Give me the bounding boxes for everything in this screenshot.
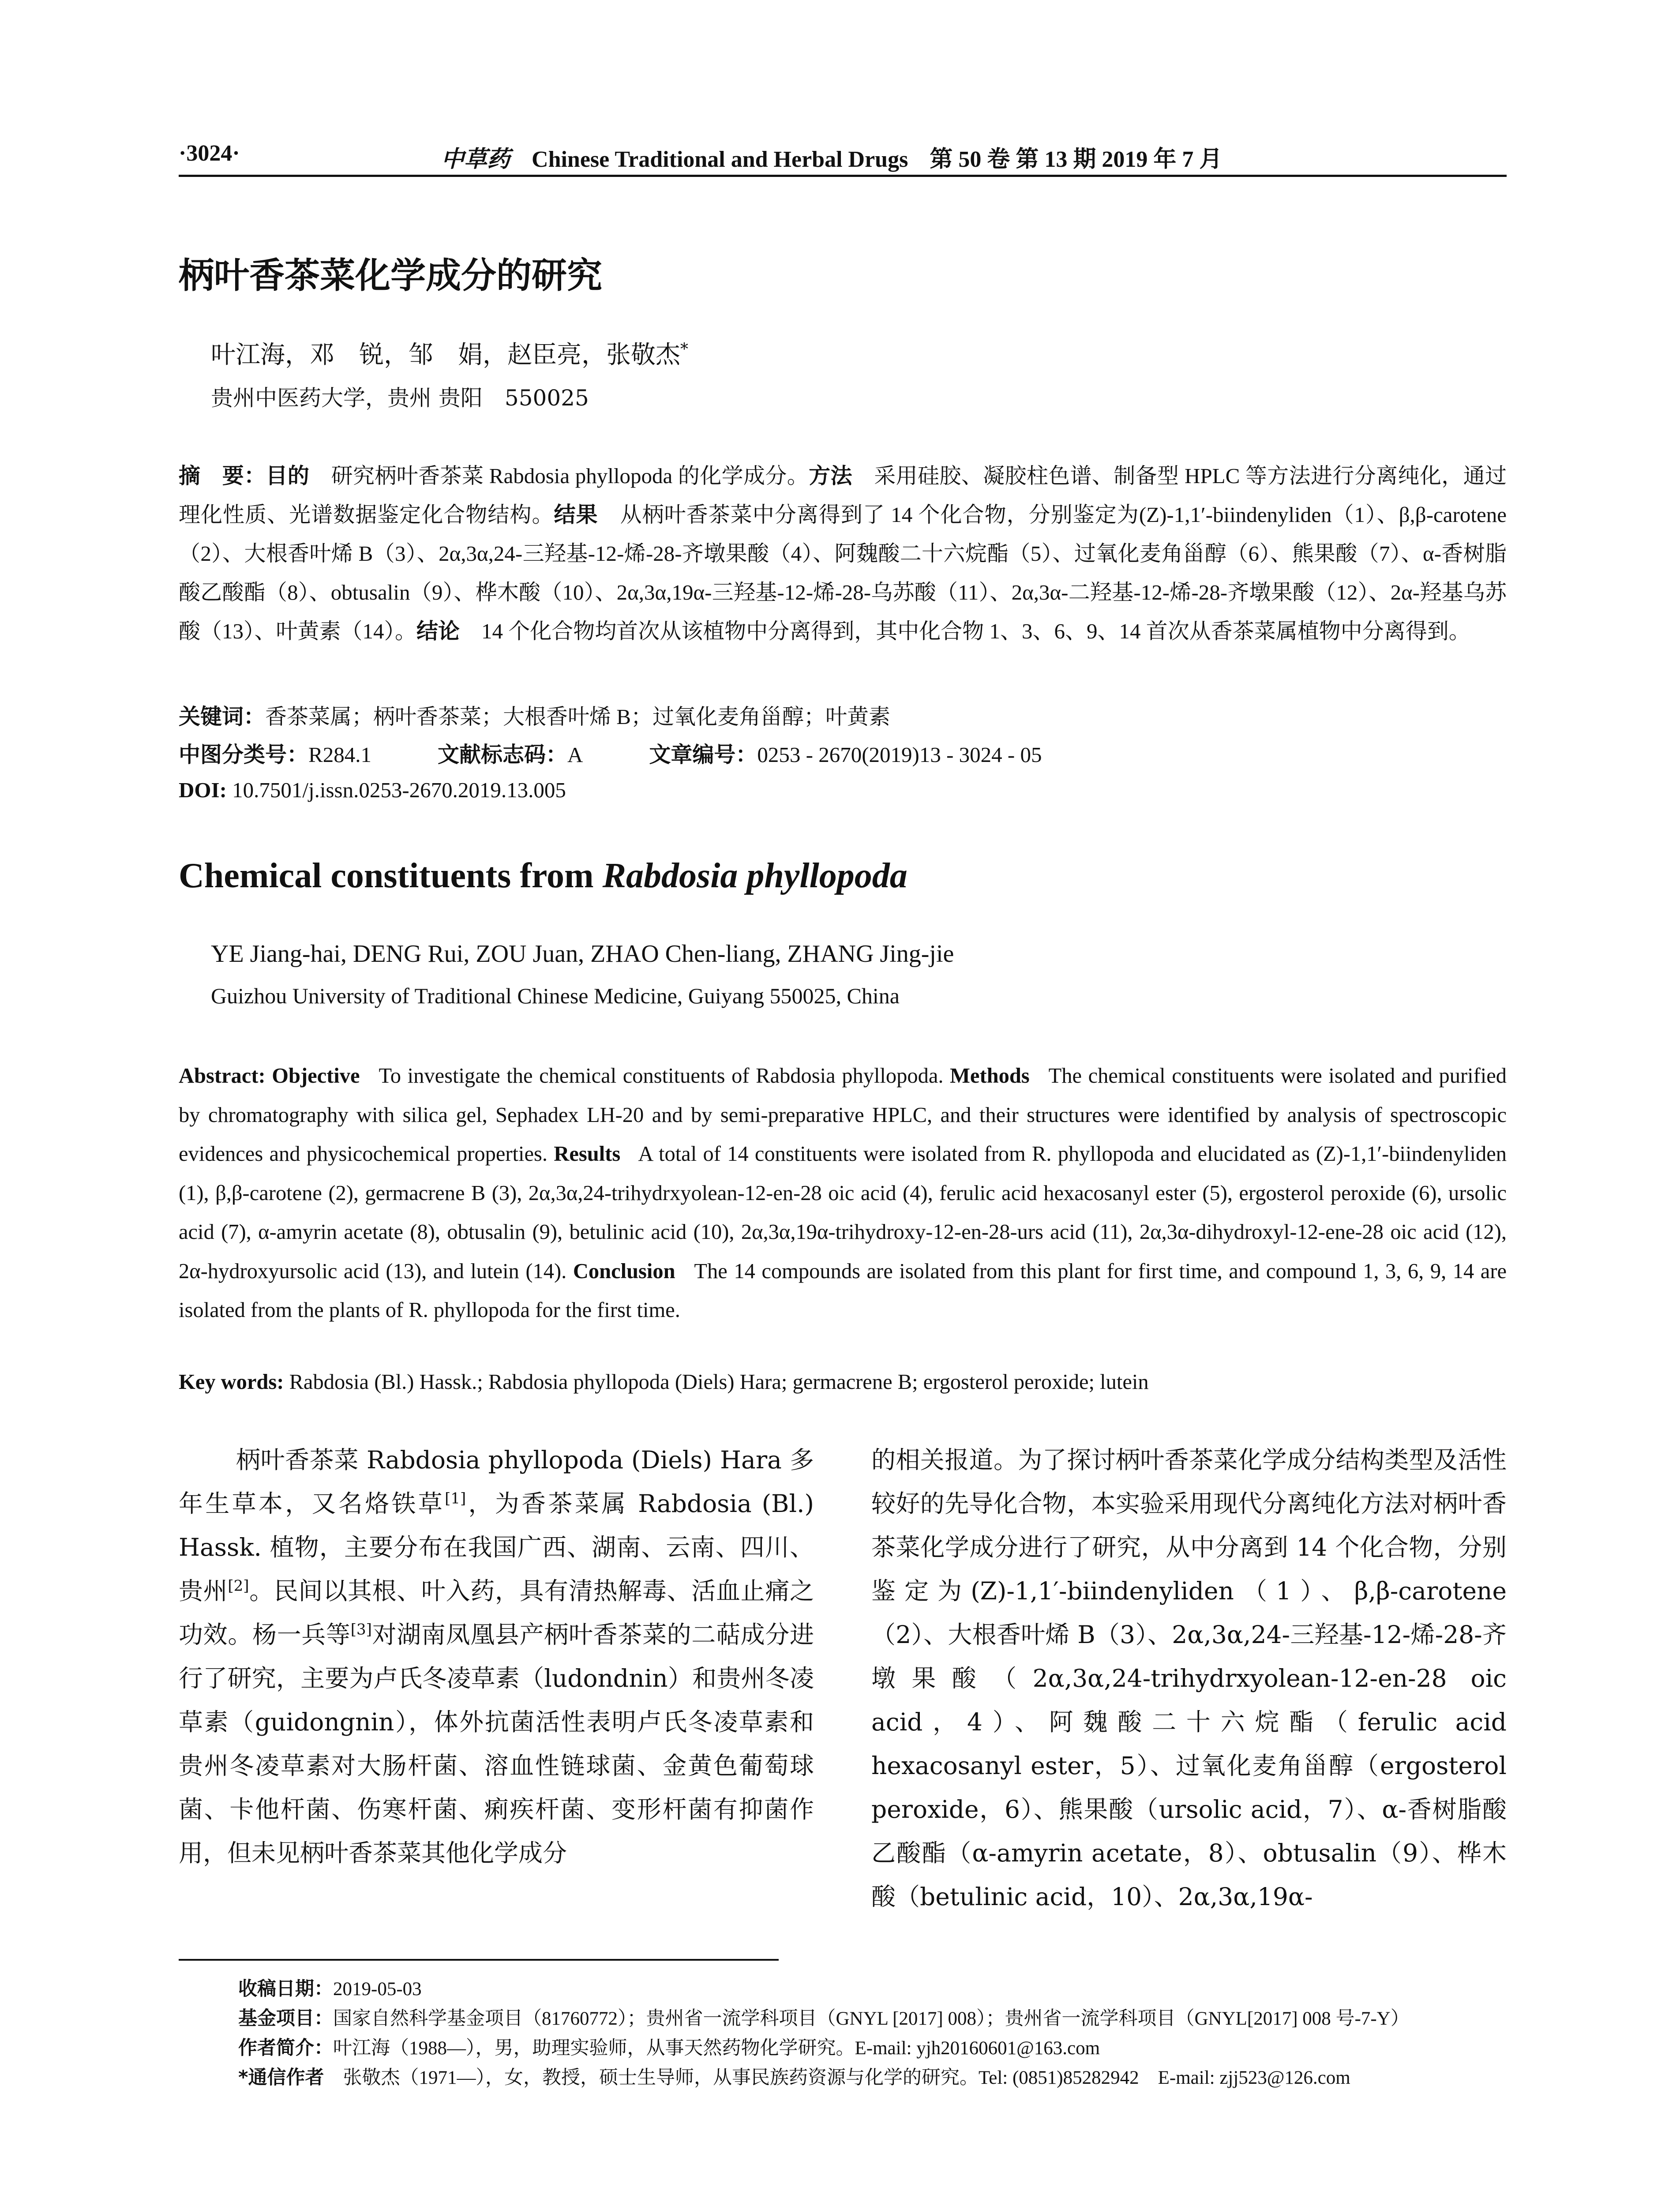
- fund-label: 基金项目：: [238, 2007, 333, 2030]
- objective-text-cn: 研究柄叶香茶菜 Rabdosia phyllopoda 的化学成分。: [331, 464, 809, 488]
- doi-line: [179, 777, 1507, 803]
- authors-cn: [211, 335, 688, 371]
- conclusion-label-cn: 结论: [416, 619, 460, 644]
- objective-label-cn: 目的: [266, 463, 310, 488]
- doccode-value: A: [567, 743, 583, 767]
- keywords-cn: [179, 699, 1507, 735]
- clc-value: R284.1: [308, 743, 371, 767]
- results-text-cn: 从柄叶香茶菜中分离得到了 14 个化合物，分别鉴定为(Z)-1,1′-biindenyliden（1）、β,β-carotene（2）、大根香叶烯 B（3）、2α,3α,24-三羟基-12-烯-28-齐墩果酸（4）、阿魏酸二十六烷酯（5）、过氧化麦角甾醇（6）、熊果酸（7）、α-香树脂酸乙酸酯（8）、obtusalin（9）、桦木酸（10）、2α,3α,19α-三羟基-12-烯-28-乌苏酸（11）、2α,3α-二羟基-12-烯-28-齐墩果酸（12）、2α-羟基乌苏酸（13）、叶黄素（14）。: [179, 503, 1507, 643]
- conclusion-text-en: The 14 compounds are isolated from this plant for first time, and compound 1, 3, 6, 9, 14 are isolated from the plants of R. phyllopoda for the first time.: [179, 1259, 1507, 1322]
- journal-name-en: Chinese Traditional and Herbal Drugs: [532, 147, 908, 172]
- results-label-en: Results: [554, 1142, 621, 1166]
- footnote-author: [238, 2033, 1518, 2063]
- received-label: 收稿日期：: [238, 1978, 333, 2000]
- footnote-corresponding: [238, 2063, 1518, 2093]
- header-rule: [179, 175, 1507, 177]
- footnote-received: [238, 1974, 1518, 2004]
- citation-ref-2[interactable]: [2]: [228, 1577, 249, 1595]
- article-title-en: [179, 856, 908, 896]
- corr-value: 张敬杰（1971—），女，教授，硕士生导师，从事民族药资源与化学的研究。Tel: (0851)85282942 E-mail: zjj523@126.com: [343, 2067, 1350, 2088]
- footnotes: [238, 1974, 1518, 2093]
- body-left-part-b: ，为香茶菜属 Rabdosia (Bl.) Hassk. 植物，主要分布在我国广西、湖南、云南、四川、贵州: [179, 1489, 814, 1605]
- abstract-cn: [179, 457, 1507, 651]
- journal-issue: 第 50 卷 第 13 期 2019 年 7 月: [930, 147, 1222, 172]
- objective-label-en: Objective: [272, 1064, 360, 1088]
- body-left-part-a: 柄叶香茶菜 Rabdosia phyllopoda (Diels) Hara 多年生草本，又名烙铁草: [179, 1446, 814, 1518]
- authors-cn-names: 叶江海，邓 锐，邹 娟，赵臣亮，张敬杰: [211, 341, 680, 369]
- clc-label: 中图分类号：: [179, 742, 309, 767]
- author-label: 作者简介：: [238, 2037, 333, 2059]
- citation-ref-3[interactable]: [3]: [350, 1621, 372, 1639]
- received-value: 2019-05-03: [333, 1979, 422, 2000]
- citation-ref-1[interactable]: [1]: [445, 1489, 466, 1508]
- doi-value: 10.7501/j.issn.0253-2670.2019.13.005: [232, 778, 566, 802]
- article-no-label: 文章编号：: [649, 742, 758, 767]
- abstract-label-en: Abstract:: [179, 1064, 266, 1088]
- body-left-part-c: 。民间以其根、叶入药，具有清热解毒、活血止痛之功效。杨一兵等: [179, 1577, 814, 1649]
- methods-label-cn: 方法: [809, 463, 852, 488]
- affiliation-cn: 贵州中医药大学，贵州 贵阳 550025: [211, 385, 589, 411]
- classification-line: [179, 738, 1507, 769]
- body-column-right: 的相关报道。为了探讨柄叶香茶菜化学成分结构类型及活性较好的先导化合物，本实验采用现代分离纯化方法对柄叶香茶菜化学成分进行了研究，从中分离到 14 个化合物，分别鉴定为(Z)-1,1′-biindenyliden（1）、β,β-carotene（2）、大根香叶烯 B（3）、2α,3α,24-三羟基-12-烯-28-齐墩果酸（2α,3α,24-trihydrxyolean-12-en-28 oic acid，4）、阿魏酸二十六烷酯（ferulic acid hexacosanyl ester，5）、过氧化麦角甾醇（ergosterol peroxide，6）、熊果酸（ursolic acid，7）、α-香树脂酸乙酸酯（α-amyrin acetate，8）、obtusalin（9）、桦木酸（betulinic acid，10）、2α,3α,19α-: [871, 1446, 1507, 1911]
- methods-text-cn: 采用硅胶、凝胶柱色谱、制备型 HPLC 等方法进行分离纯化，通过理化性质、光谱数据鉴定化合物结构。: [179, 464, 1507, 527]
- abstract-label-cn: 摘 要：: [179, 463, 266, 488]
- keywords-text-cn: 香茶菜属；柄叶香茶菜；大根香叶烯 B；过氧化麦角甾醇；叶黄素: [265, 705, 890, 729]
- author-value: 叶江海（1988—），男，助理实验师，从事天然药物化学研究。E-mail: yjh20160601@163.com: [333, 2038, 1100, 2059]
- authors-en: YE Jiang-hai, DENG Rui, ZOU Juan, ZHAO Chen-liang, ZHANG Jing-jie: [211, 940, 954, 968]
- keywords-en: [179, 1370, 1507, 1394]
- conclusion-label-en: Conclusion: [573, 1259, 675, 1283]
- keywords-label-cn: 关键词：: [179, 704, 266, 729]
- journal-name-cn: 中草药: [441, 146, 510, 173]
- footnote-fund: [238, 2004, 1518, 2033]
- affiliation-en: Guizhou University of Traditional Chinese Medicine, Guiyang 550025, China: [211, 983, 900, 1008]
- article-title-cn: 柄叶香茶菜化学成分的研究: [179, 255, 602, 296]
- abstract-en: [179, 1057, 1507, 1330]
- conclusion-text-cn: 14 个化合物均首次从该植物中分离得到，其中化合物 1、3、6、9、14 首次从香茶菜属植物中分离得到。: [481, 619, 1470, 643]
- footnote-rule: [179, 1959, 779, 1961]
- keywords-text-en: Rabdosia (Bl.) Hassk.; Rabdosia phyllopoda (Diels) Hara; germacrene B; ergosterol peroxide; lutein: [289, 1370, 1149, 1394]
- doi-label: DOI:: [179, 778, 227, 802]
- keywords-label-en: Key words:: [179, 1370, 284, 1394]
- running-header: [441, 140, 1222, 173]
- results-label-cn: 结果: [554, 502, 598, 527]
- article-title-en-plain: Chemical constituents from: [179, 856, 603, 895]
- doccode-label: 文献标志码：: [437, 742, 567, 767]
- methods-label-en: Methods: [950, 1064, 1030, 1088]
- article-no-value: 0253 - 2670(2019)13 - 3024 - 05: [757, 743, 1042, 767]
- objective-text-en: To investigate the chemical constituents of Rabdosia phyllopoda.: [379, 1064, 944, 1088]
- fund-value: 国家自然科学基金项目（81760772）；贵州省一流学科项目（GNYL [2017] 008）；贵州省一流学科项目（GNYL[2017] 008 号-7-Y）: [333, 2008, 1410, 2029]
- corresponding-mark: *: [680, 340, 688, 359]
- article-title-en-italic: Rabdosia phyllopoda: [602, 856, 908, 895]
- page-number: ·3024·: [179, 141, 240, 166]
- corr-label: *通信作者: [238, 2067, 324, 2089]
- methods-text-en: The chemical constituents were isolated and purified by chromatography with silica gel, Sephadex LH-20 and by semi-preparative HPLC, and their structures were identified by analysis of spectroscopic evidences and physicochemical properties.: [179, 1064, 1507, 1166]
- results-text-en: A total of 14 constituents were isolated from R. phyllopoda and elucidated as (Z)-1,1′-biindenyliden (1), β,β-carotene (2), germacrene B (3), 2α,3α,24-trihydrxyolean-12-en-28 oic acid (4), ferulic acid hexacosanyl ester (5), ergosterol peroxide (6), ursolic acid (7), α-amyrin acetate (8), obtusalin (9), betulinic acid (10), 2α,3α,19α-trihydroxy-12-en-28-urs acid (11), 2α,3α-dihydroxyl-12-ene-28 oic acid (12), 2α-hydroxyursolic acid (13), and lutein (14).: [179, 1142, 1507, 1283]
- body-left-part-d: 对湖南凤凰县产柄叶香茶菜的二萜成分进行了研究，主要为卢氏冬凌草素（ludondnin）和贵州冬凌草素（guidongnin），体外抗菌活性表明卢氏冬凌草素和贵州冬凌草素对大肠杆菌、溶血性链球菌、金黄色葡萄球菌、卡他杆菌、伤寒杆菌、痢疾杆菌、变形杆菌有抑菌作用，但未见柄叶香茶菜其他化学成分: [179, 1621, 814, 1867]
- body-column-left: [179, 1438, 814, 1875]
